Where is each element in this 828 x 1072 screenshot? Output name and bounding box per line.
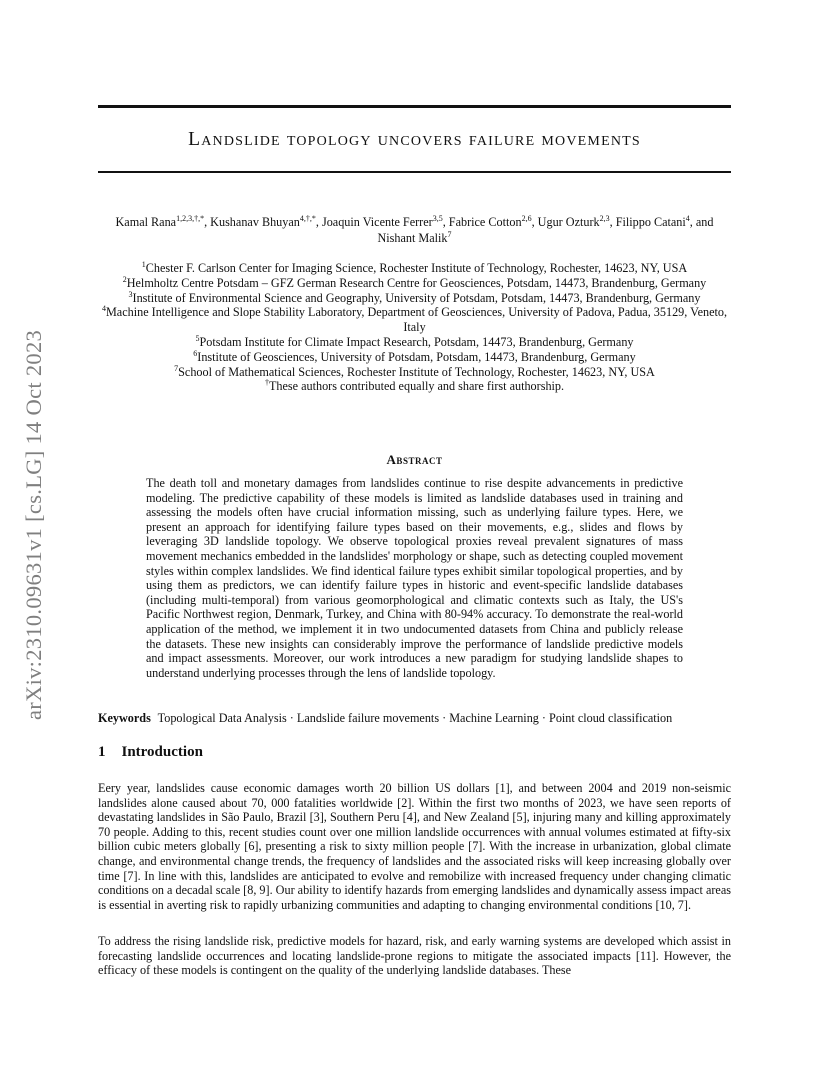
author: Ugur Ozturk$^{2,3}$ (537, 213, 610, 229)
affiliation: $^4$Machine Intelligence and Slope Stability Laboratory, Department of Geosciences, University of Padova, Padua, 35129, Veneto, Italy (101, 304, 728, 335)
abstract-heading: Abstract (386, 452, 443, 467)
keywords-line (98, 711, 731, 726)
body-paragraph: To address the rising landslide risk, predictive models for hazard, risk, and early warning systems are developed which assist in forecasting landslide occurrences and locating landslide-prone regions to mitigate the associated impacts [11]. However, the efficacy of these models is contingent on the quality of the underlying landslide databases. These (98, 934, 731, 978)
affiliation: $^5$Potsdam Institute for Climate Impact Research, Potsdam, 14473, Brandenburg, Germany (195, 333, 634, 349)
author: Kamal Rana$^{1,2,3,\dagger,*}$ (115, 213, 205, 229)
arxiv-identifier-text: arXiv:2310.09631v1 [cs.LG] 14 Oct 2023 (21, 329, 46, 721)
affiliation: $^1$Chester F. Carlson Center for Imaging Science, Rochester Institute of Technology, Rochester, 14623, NY, USA (141, 259, 688, 275)
affiliation: $^3$Institute of Environmental Science and Geography, University of Potsdam, Potsdam, 14473, Brandenburg, Germany (128, 289, 701, 305)
section-number: 1 (98, 744, 106, 760)
author-list: Kamal Rana$^{1,2,3,\dagger,*}$, Kushanav Bhuyan$^{4,\dagger,*}$, Joaquin Vicente Ferrer$^{3,5}$, Fabrice Cotton$^{2,6}$, Ugur Ozturk$^{2,3}$, Filippo Catani$^4$, and Nishant Malik$^7$ (115, 213, 714, 245)
affiliation: $^2$Helmholtz Centre Potsdam – GFZ German Research Centre for Geosciences, Potsdam, 14473, Brandenburg, Germany (122, 274, 707, 290)
author: Kushanav Bhuyan$^{4,\dagger,*}$ (210, 213, 316, 229)
affiliation: †These authors contributed equally and share first authorship. (264, 378, 565, 394)
keywords-text: Topological Data Analysis · Landslide failure movements · Machine Learning · Point cloud classification (157, 711, 673, 725)
section-title: Introduction (121, 744, 203, 760)
author: Fabrice Cotton$^{2,6}$ (448, 213, 532, 229)
affiliation: $^6$Institute of Geosciences, University of Potsdam, Potsdam, 14473, Brandenburg, Germany (193, 348, 636, 364)
paper-title: Landslide topology uncovers failure movements (188, 129, 641, 150)
abstract-text: The death toll and monetary damages from landslides continue to rise despite advancements in predictive modeling. The predictive capability of these models is limited as landslide databases used in training and assessing the models often have crucial information missing, such as underlying failure types. Here, we present an approach for identifying failure types based on their movements, e.g., slides and flows by leveraging 3D landslide topology. We observe topological proxies reveal prevalent signatures of mass movement mechanics embedded in the landslides' morphology or shape, such as detecting coupled movement styles within complex landslides. We find identical failure types exhibit similar topological properties, and by using them as predictors, we can identify failure types in historic and event-specific landslide databases (including multi-temporal) from various geomorphological and climatic contexts such as Italy, the US's Pacific Northwest region, Denmark, Turkey, and China with 80-94% accuracy. To demonstrate the real-world application of the method, we implement it in two undocumented datasets from China and publicly release the datasets. These new insights can considerably improve the performance of landslide predictive models and impact assessments. Moreover, our work introduces a new paradigm for studying landslide shapes to understand underlying processes through the lens of landslide topology. (146, 476, 683, 680)
author: Nishant Malik$^7$ (377, 229, 452, 245)
author: Joaquin Vicente Ferrer$^{3,5}$ (321, 213, 443, 229)
title-top-rule (98, 105, 731, 108)
affiliation-list (90, 261, 739, 394)
arxiv-side-identifier (14, 290, 54, 760)
title-bottom-rule (98, 171, 731, 173)
keywords-label: Keywords (98, 711, 151, 725)
author: Filippo Catani$^4$ (615, 213, 690, 229)
section-heading (98, 744, 203, 761)
body-paragraph: Eery year, landslides cause economic damages worth 20 billion US dollars [1], and between 2004 and 2019 non-seismic landslides alone caused about 70, 000 fatalities worldwide [2]. Within the first two months of 2023, we have seen reports of devastating landslides in São Paulo, Brazil [3], Southern Peru [4], and New Zealand [5], injuring many and killing approximately 70 people. Adding to this, recent studies count over one million landslide occurrences with annual volumes estimated at fifty-six billion cubic meters globally [6], presenting a risk to sixty million people [7]. With the increase in urbanization, global climate change, and environmental change trends, the frequency of landslides and the associated risks will keep increasing globally over time [7]. In line with this, landslides are anticipated to evolve and remobilize with increased frequency under changing climatic conditions on a decadal scale [8, 9]. Our ability to identify hazards from emerging landslides and dynamically assess impact areas is essential in averting risk to rapidly urbanizing communities and adapting to changing environmental conditions [10, 7]. (98, 781, 731, 912)
affiliation: $^7$School of Mathematical Sciences, Rochester Institute of Technology, Rochester, 14623, NY, USA (174, 363, 655, 379)
